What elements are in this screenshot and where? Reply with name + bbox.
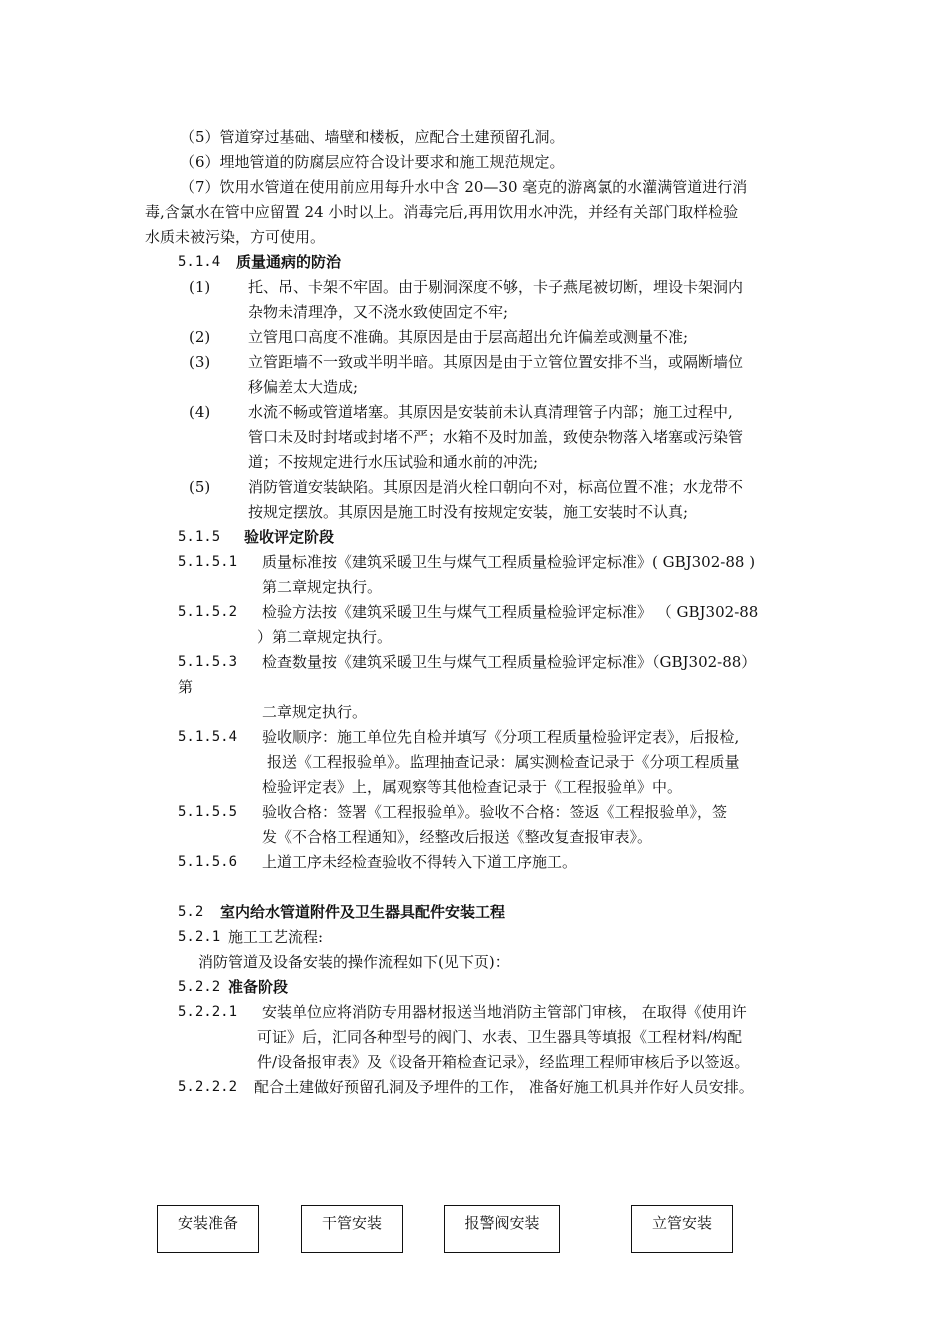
clause-text: ）第二章规定执行。 — [257, 628, 393, 646]
subsection-number: 5.2.2 — [178, 979, 221, 995]
clause-text: 验收合格：签署《工程报验单》。验收不合格：签返《工程报验单》，签 — [262, 803, 728, 821]
item-mark: (1) — [189, 278, 211, 296]
subsection-title: 施工工艺流程: — [228, 928, 324, 946]
clause-number: 5.1.5.2 — [178, 604, 238, 620]
clause-text: 检验评定表》上，属观察等其他检查记录于《工程报验单》中。 — [262, 778, 683, 796]
item-mark: (4) — [189, 403, 211, 421]
clause-text: 上道工序未经检查验收不得转入下道工序施工。 — [262, 853, 578, 871]
para-7-line1: （7）饮用水管道在使用前应用每升水中含 20—30 毫克的游离氯的水灌满管道进行消 — [180, 178, 748, 196]
item-text: 按规定摆放。其原因是施工时没有按规定安装，施工安装时不认真; — [248, 503, 689, 521]
item-text: 消防管道安装缺陷。其原因是消火栓口朝向不对，标高位置不准；水龙带不 — [248, 478, 744, 496]
clause-text: 检查数量按《建筑采暖卫生与煤气工程质量检验评定标准》（GBJ302-88） — [262, 653, 757, 671]
section-number: 5.1.5 — [178, 529, 221, 545]
clause-text: 安装单位应将消防专用器材报送当地消防主管部门审核， 在取得《使用许 — [262, 1003, 747, 1021]
item-text: 托、吊、卡架不牢固。由于剔洞深度不够，卡子燕尾被切断，埋设卡架洞内 — [248, 278, 744, 296]
item-text: 道；不按规定进行水压试验和通水前的冲洗; — [248, 453, 539, 471]
flow-box-riser-pipe: 立管安装 — [631, 1205, 733, 1253]
clause-text: 验收顺序：施工单位先自检并填写《分项工程质量检验评定表》，后报检, — [262, 728, 740, 746]
clause-number: 5.1.5.5 — [178, 804, 238, 820]
subsection-text: 消防管道及设备安装的操作流程如下(见下页)： — [198, 953, 510, 971]
clause-text: 二章规定执行。 — [262, 703, 368, 721]
subsection-number: 5.2.1 — [178, 929, 221, 945]
section-title: 验收评定阶段 — [244, 528, 335, 546]
subsection-title: 准备阶段 — [228, 978, 289, 996]
clause-text: 质量标准按《建筑采暖卫生与煤气工程质量检验评定标准》( GBJ302-88 ) — [262, 553, 756, 571]
para-6: （6）埋地管道的防腐层应符合设计要求和施工规范规定。 — [180, 153, 565, 171]
section-title: 质量通病的防治 — [236, 253, 342, 271]
item-text: 立管甩口高度不准确。其原因是由于层高超出允许偏差或测量不准; — [248, 328, 689, 346]
para-5: （5）管道穿过基础、墙壁和楼板，应配合土建预留孔洞。 — [180, 128, 565, 146]
clause-text: 检验方法按《建筑采暖卫生与煤气工程质量检验评定标准》 （ GBJ302-88 — [262, 603, 759, 621]
clause-number: 5.1.5.4 — [178, 729, 238, 745]
clause-text: 第 — [178, 678, 194, 696]
clause-text: 可证》后，汇同各种型号的阀门、水表、卫生器具等填报《工程材料/构配 — [257, 1028, 743, 1046]
clause-text: 件/设备报审表》及《设备开箱检查记录》，经监理工程师审核后予以签返。 — [257, 1053, 750, 1071]
section-number: 5.1.4 — [178, 254, 221, 270]
clause-text: 配合土建做好预留孔洞及予埋件的工作， 准备好施工机具并作好人员安排。 — [254, 1078, 754, 1096]
section-number: 5.2 — [178, 904, 204, 920]
clause-text: 发《不合格工程通知》，经整改后报送《整改复查报审表》。 — [262, 828, 653, 846]
para-7-line2: 毒,含氯水在管中应留置 24 小时以上。消毒完后,再用饮用水冲洗，并经有关部门取样检验 — [145, 203, 739, 221]
item-text: 管口未及时封堵或封堵不严；水箱不及时加盖，致使杂物落入堵塞或污染管 — [248, 428, 744, 446]
item-mark: (2) — [189, 328, 211, 346]
clause-number: 5.1.5.6 — [178, 854, 238, 870]
item-text: 杂物未清理净，又不浇水致使固定不牢; — [248, 303, 509, 321]
item-mark: (3) — [189, 353, 211, 371]
clause-number: 5.2.2.2 — [178, 1079, 238, 1095]
clause-text: 第二章规定执行。 — [262, 578, 383, 596]
clause-text: 报送《工程报验单》。监理抽查记录：属实测检查记录于《分项工程质量 — [267, 753, 740, 771]
flow-box-alarm-valve: 报警阀安装 — [444, 1205, 560, 1253]
item-text: 水流不畅或管道堵塞。其原因是安装前未认真清理管子内部；施工过程中, — [248, 403, 733, 421]
section-title: 室内给水管道附件及卫生器具配件安装工程 — [220, 903, 506, 921]
item-text: 立管距墙不一致或半明半暗。其原因是由于立管位置安排不当，或隔断墙位 — [248, 353, 744, 371]
item-mark: (5) — [189, 478, 211, 496]
para-7-line3: 水质未被污染，方可使用。 — [145, 228, 326, 246]
flow-box-main-pipe: 干管安装 — [301, 1205, 403, 1253]
item-text: 移偏差太大造成; — [248, 378, 359, 396]
clause-number: 5.2.2.1 — [178, 1004, 238, 1020]
clause-number: 5.1.5.1 — [178, 554, 238, 570]
clause-number: 5.1.5.3 — [178, 654, 238, 670]
flow-box-install-prep: 安装准备 — [157, 1205, 259, 1253]
